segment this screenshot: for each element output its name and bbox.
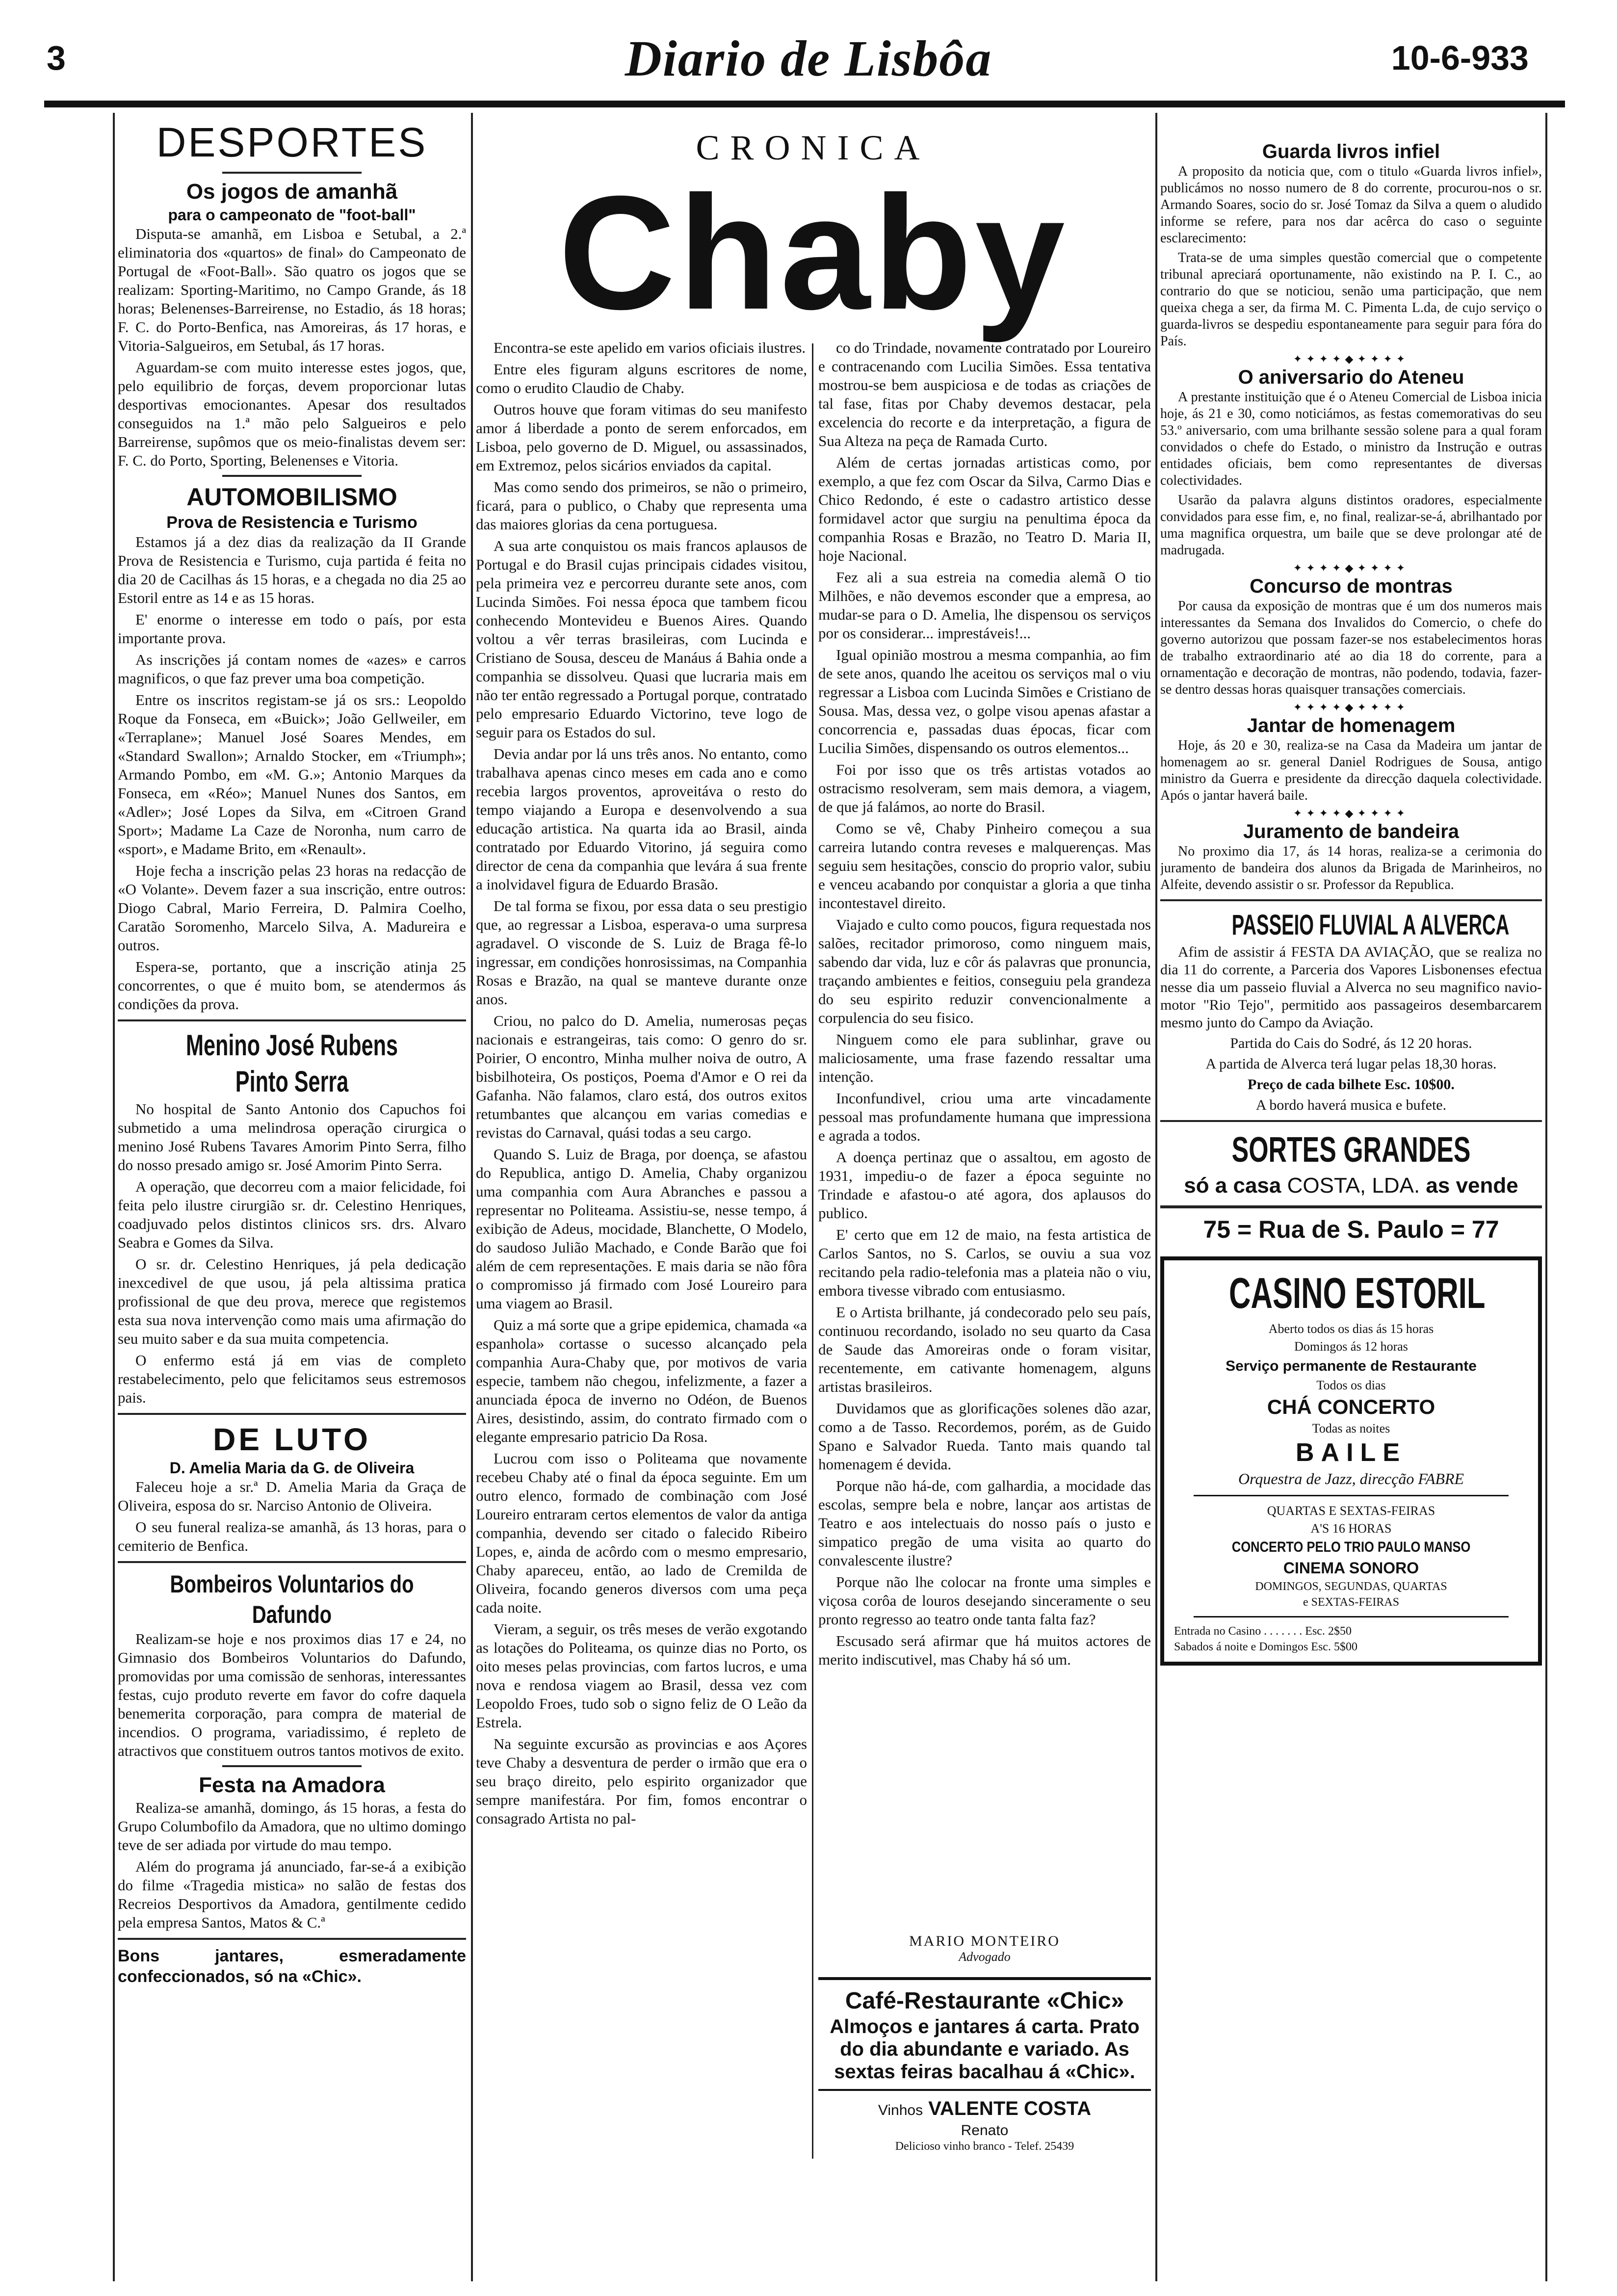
bombeiros-title-wrap — [118, 1569, 466, 1630]
bombeiros-text: Realizam-se hoje e nos proximos dias 17 e 24, no Gimnasio dos Bombeiros Voluntarios do Dafundo, promovidas por uma comissão de senhoras, interessantes festas, cujo produto reverte em favor do cofre daquela benemerita corporação, para compra de material de incendios. O programa, variadissimo, é repleto de atractivos que constituem outros tantos motivos de exito. — [118, 1630, 466, 1759]
divider — [1160, 899, 1542, 901]
menino-text-3: O sr. dr. Celestino Henriques, já pela dedicação inexcedivel de que usou, já pela altissima pratica profissional de que deu prova, merece que registemos esta sua nova intervenção como mais uma afirmação do seu muito saber e da sua muita competencia. — [118, 1255, 466, 1347]
sortes-name: COSTA, LDA. — [1287, 1174, 1420, 1198]
chic-ad-rule — [818, 1977, 1151, 1980]
divider — [118, 1938, 466, 1940]
casino-title: CASINO ESTORIL — [1228, 1269, 1486, 1317]
sortes-suffix: as vende — [1426, 1174, 1518, 1198]
cronica-paragraph: Entre eles figuram alguns escritores de nome, como o erudito Claudio de Chaby. — [476, 361, 807, 396]
jogos-subtitle: para o campeonato de "foot-ball" — [168, 206, 416, 224]
menino-text-1: No hospital de Santo Antonio dos Capuchos foi submetido a uma melindrosa operação cirurgica o menino José Rubens Tavares Amorim Pinto Serra, filho do nosso presado amigo sr. José Amorim Pinto Serra. — [118, 1100, 466, 1174]
ornament-divider: ✦✦✦✦◆✦✦✦✦ — [1293, 807, 1409, 819]
casino-line-11: CONCERTO PELO TRIO PAULO MANSO — [1231, 1539, 1471, 1555]
cronica-paragraph: E o Artista brilhante, já condecorado pelo seu país, continuou recordando, isolado no seu quarto da Casa de Saude das Amoreiras onde o foram visitar, recentemente, em cativante homenagem, alguns artistas brasileiros. — [818, 1304, 1151, 1395]
cronica-paragraph: Porque não lhe colocar na fronte uma simples e viçosa corôa de louros desejando sinceramente o seu pronto regresso ao teatro onde tanta falta faz? — [818, 1573, 1151, 1628]
jantar-text: Hoje, ás 20 e 30, realiza-se na Casa da Madeira um jantar de homenagem ao sr. general Daniel Rodrigues de Sousa, antigo ministro da Guerra e presidente da direcção daquela colectividade. Após o jantar haverá baile. — [1160, 738, 1542, 803]
menino-text-4: O enfermo está já em vias de completo restabelecimento, pelo que felicitamos seus estremosos pais. — [118, 1352, 466, 1406]
luto-text-1: Faleceu hoje a sr.ª D. Amelia Maria da Graça de Oliveira, esposa do sr. Narciso Antonio de Oliveira. — [118, 1478, 466, 1514]
sortes-address: 75 = Rua de S. Paulo = 77 — [1203, 1216, 1499, 1243]
cronica-paragraph: Fez ali a sua estreia na comedia alemã O tio Milhões, e não devemos esconder que a empresa, ao mudar-se para o D. Amelia, lhe dispensou os serviços por os considerar... imprestáveis!... — [818, 569, 1151, 642]
sortes-title: SORTES GRANDES — [1231, 1130, 1471, 1170]
automobilismo-text-4: Entre os inscritos registam-se já os srs.: Leopoldo Roque da Fonseca, em «Buick»; João Gellweiler, em «Terraplane»; Manuel José Soares Mendes, em «Standard Swallon»; Arnaldo Stocker, em «Triumph»; Armando Pombo, em «M. G.»; Antonio Marques da Fonseca, em «Réo»; Manuel Nunes dos Santos, em «Adler»; José Lopes da Silva, em «Citroen Grand Sport»; Madame La Caze de Noronha, num carro de «sport», e Madame Brito, em «Renault». — [118, 691, 466, 858]
casino-line-6: Todas as noites — [1312, 1421, 1390, 1435]
chic-ad-title: Café-Restaurante «Chic» — [845, 1988, 1124, 2014]
cronica-paragraph: co do Trindade, novamente contratado por Loureiro e contracenando com Lucilia Simões. Essa tentativa mostrou-se bem auspiciosa e de todas as criações de tal fase, fitas por Chaby devemos destacar, pela excelencia do recorte e da interpretação, a figura de Sua Alteza na peça de Ramada Curto. — [818, 339, 1151, 449]
casino-line-8: Orquestra de Jazz, direcção FABRE — [1238, 1470, 1464, 1487]
cronica-paragraph: Outros houve que foram vitimas do seu manifesto amor á liberdade a ponto de serem enforcados, em Lisboa, pelo governo de D. Miguel, ou assassinados, em Extremoz, pelos sicários enviados da capital. — [476, 401, 807, 474]
passeio-text-2: Partida do Cais do Sodré, ás 12 20 horas. — [1230, 1035, 1472, 1051]
cronica-paragraph: Como se vê, Chaby Pinheiro começou a sua carreira lutando contra reveses e malquerenças. Mas seguiu sem hesitações, conscio do proprio valor, subiu e venceu acabando por conquistar a gloria a que tinha incontestavel direito. — [818, 820, 1151, 912]
column-rule-right — [1545, 113, 1547, 2281]
passeio-title-wrap — [1160, 907, 1542, 943]
casino-price-1: 2$50 — [1328, 1625, 1352, 1638]
column-rule-cronica — [812, 343, 813, 2159]
passeio-text-3: A partida de Alverca terá lugar pelas 18,30 horas. — [1205, 1056, 1497, 1072]
automobilismo-text-2: E' enorme o interesse em todo o país, por esta importante prova. — [118, 611, 466, 647]
cronica-paragraph: Lucrou com isso o Politeama que novamente recebeu Chaby até o final da época seguinte. Em um outro elenco, formado de combinação com José Loureiro entraram certos elementos de valor da antiga companhia, devendo ser citado o falecido Ribeiro Lopes, e, ainda de acôrdo com o mesmo empresario, Chaby apareceu, então, ao lado de Cremilda de Oliveira, focando generos diversos com uma peça cada noite. — [476, 1450, 807, 1616]
amadora-text-2: Além do programa já anunciado, far-se-á a exibição do filme «Tragedia mistica» no salão de festas dos Recreios Desportivos da Amadora, gentilmente cedido pela empresa Santos, Matos & C.ª — [118, 1858, 466, 1931]
newspaper-title: Diario de Lisbôa — [625, 30, 992, 87]
wine-name: Renato — [961, 2122, 1009, 2139]
automobilismo-text-1: Estamos já a dez dias da realização da II Grande Prova de Resistencia e Turismo, cuja partida é feita no dia 20 de Cacilhas ás 15 horas, e a chegada no dia 25 ao Estoril entre as 14 e as 15 horas. — [118, 533, 466, 606]
casino-line-1: Aberto todos os dias ás 15 horas — [1268, 1322, 1434, 1336]
cronica-paragraph: Foi por isso que os três artistas votados ao ostracismo resolveram, sem mais demora, a viagem, de que já falámos, ao norte do Brasil. — [818, 761, 1151, 815]
passeio-price: Preço de cada bilhete Esc. 10$00. — [1248, 1076, 1455, 1093]
column-rule-1 — [471, 113, 473, 2281]
divider — [222, 172, 362, 174]
desportes-column — [118, 118, 466, 2286]
passeio-text: Afim de assistir á FESTA DA AVIAÇÃO, que se realiza no dia 11 do corrente, a Parceria dos Vapores Lisbonenses efectua nesse dia um passeio fluvial a Alverca no seu magnifico navio-motor "Rio Tejo", permitido aos passageiros desembarcarem mesmo junto do Campo da Aviação. — [1160, 944, 1542, 1031]
chic-small-ad: Bons jantares, esmeradamente confeccionados, só na «Chic». — [118, 1947, 466, 1986]
menino-title-wrap — [118, 1027, 466, 1100]
desportes-title: DESPORTES — [156, 119, 428, 165]
page-number: 3 — [47, 39, 66, 77]
issue-date: 10-6-933 — [1391, 39, 1529, 77]
casino-line-4: Todos os dias — [1316, 1378, 1386, 1392]
wine-line — [818, 2097, 1151, 2122]
cronica-paragraph: Criou, no palco do D. Amelia, numerosas peças nacionais e estrangeiras, tais como: O genro do sr. Poirier, O encontro, Minha mulher noiva de outro, A bisbilhoteira, Os postiços, Poema d'Amor e O rei da Gafanha. Não falamos, claro está, dos outros exitos retumbantes que alcançou em varias comedias e revistas do Carnaval, quási todas a seu cargo. — [476, 1012, 807, 1141]
casino-line-2: Domingos ás 12 horas — [1294, 1339, 1408, 1354]
wine-note: Delicioso vinho branco - Telef. 25439 — [895, 2140, 1074, 2153]
casino-rule-2 — [1194, 1616, 1509, 1618]
luto-subtitle: D. Amelia Maria da G. de Oliveira — [169, 1459, 415, 1477]
amadora-title: Festa na Amadora — [199, 1773, 385, 1797]
cronica-paragraph: Escusado será afirmar que há muitos actores de merito indiscutivel, mas Chaby há só um. — [818, 1632, 1151, 1668]
casino-price-row-1 — [1174, 1623, 1528, 1639]
divider — [118, 1413, 466, 1415]
jogos-text: Disputa-se amanhã, em Lisboa e Setubal, a 2.ª eliminatoria dos «quartos» de final» do Campeonato de Portugal de «Foot-Ball». São quatro os jogos que se realizam: Sporting-Maritimo, no Campo Grande, ás 18 horas; Belenenses-Barreirense, no Estadio, ás 18 horas; F. C. do Porto-Benfica, nas Amoreiras, ás 17 horas, e Vitoria-Salgueiros, em Setubal, ás 17 horas. — [118, 225, 466, 354]
wine-brand: VALENTE COSTA — [928, 2098, 1092, 2119]
cronica-paragraph: Mas como sendo dos primeiros, se não o primeiro, ficará, para o publico, o Chaby que representa uma das maiores glorias da cena portuguesa. — [476, 478, 807, 533]
ornament-divider: ✦✦✦✦◆✦✦✦✦ — [1293, 701, 1409, 713]
divider — [1160, 1120, 1542, 1122]
ateneu-text-1: A prestante instituição que é o Ateneu Comercial de Lisboa inicia hoje, ás 21 e 30, como noticiámos, as festas comemorativas do seu 53.º aniversario, com uma brilhante sessão solene para a qual foram convidados o chefe do Estado, o ministro da Instrução e outras entidades oficiais, bem como representantes de diversas colectividades. — [1160, 390, 1542, 488]
automobilismo-text-5: Hoje fecha a inscrição pelas 23 horas na redacção de «O Volante». Devem fazer a sua inscrição, entre outros: Diogo Cabral, Mario Ferreira, D. Palmira Coelho, Caratão Soromenho, Marcelo Silva, A. Madureira e outros. — [118, 862, 466, 954]
cronica-column-2 — [818, 339, 1151, 1938]
cronica-author: MARIO MONTEIRO — [909, 1933, 1060, 1949]
jogos-title: Os jogos de amanhã — [186, 180, 398, 204]
cronica-kicker: CRONICA — [696, 128, 931, 167]
automobilismo-title: AUTOMOBILISMO — [186, 483, 397, 511]
casino-ad — [1160, 1256, 1542, 1666]
sortes-prefix: só a casa — [1184, 1174, 1281, 1198]
cronica-column-1 — [476, 339, 807, 2281]
chic-ad-rule-2 — [818, 2089, 1151, 2091]
cronica-paragraph: E' certo que em 12 de maio, na festa artistica de Carlos Santos, no S. Carlos, se ouviu a sua voz recitando pela radio-telefonia mas a plateia não o viu, embora tivesse vibrado com entusiasmo. — [818, 1226, 1151, 1299]
cronica-title: Chaby — [558, 162, 1068, 343]
luto-title: DE LUTO — [213, 1422, 371, 1457]
automobilismo-text-6: Espera-se, portanto, que a inscrição atinja 25 concorrentes, o que é muito bom, se atendermos ás condições da prova. — [118, 958, 466, 1013]
divider — [222, 475, 362, 477]
amadora-text-1: Realiza-se amanhã, domingo, ás 15 horas, a festa do Grupo Columbofilo da Amadora, que no ultimo domingo teve de ser adiada por virtude do mau tempo. — [118, 1799, 466, 1853]
menino-text-2: A operação, que decorreu com a maior felicidade, foi feita pelo ilustre cirurgião sr. dr. Celestino Henriques, coadjuvado pelos distintos clinicos srs. drs. Alvaro Seabra e Gomes da Silva. — [118, 1178, 466, 1251]
divider — [118, 1019, 466, 1021]
menino-title: Menino José Rubens Pinto Serra — [185, 1029, 398, 1098]
casino-line-3: Serviço permanente de Restaurante — [1226, 1358, 1477, 1374]
casino-line-13: DOMINGOS, SEGUNDAS, QUARTAS — [1255, 1580, 1447, 1593]
casino-line-10: A'S 16 HORAS — [1310, 1521, 1392, 1536]
guarda-title: Guarda livros infiel — [1262, 141, 1440, 162]
chic-ad — [818, 1977, 1151, 2154]
divider — [222, 1765, 362, 1767]
montras-title: Concurso de montras — [1250, 575, 1453, 597]
casino-price-1-label: Entrada no Casino . . . . . . . Esc. — [1174, 1625, 1325, 1638]
casino-line-12: CINEMA SONORO — [1283, 1559, 1419, 1577]
chic-ad-text: Almoços e jantares á carta. Prato do dia abundante e variado. As sextas feiras bacalhau á «Chic». — [830, 2016, 1140, 2083]
cronica-paragraph: Igual opinião mostrou a mesma companhia, ao fim de sete anos, quando lhe aceitou os serviços mal o viu regressar a Lisboa com Lucinda Simões e Cristiano de Sousa. Mas, dessa vez, o golpe visou apenas afastar a concorrencia e, passadas duas épocas, ficar com Lucilia Simões, dispensando os outros elementos... — [818, 646, 1151, 757]
jantar-title: Jantar de homenagem — [1247, 715, 1456, 736]
divider — [1160, 1205, 1542, 1208]
divider — [118, 1561, 466, 1563]
cronica-signature — [818, 1933, 1151, 1964]
cronica-paragraph: Na seguinte excursão as provincias e aos Açores teve Chaby a desventura de perder o irmão que era o seu braço direito, pelo espirito organizador que sempre manifestára. Por fim, fomos encontrar o consagrado Artista no pal- — [476, 1735, 807, 1827]
cronica-paragraph: Quando S. Luiz de Braga, por doença, se afastou do Republica, antigo D. Amelia, Chaby organizou uma companhia com Aura Abranches e passou a representar no Politeama. Assistiu-se, nesse tempo, á exibição de Adeus, mocidade, Blanchette, O Modelo, do saudoso Julião Machado, e Conde Barão que foi além de cem representações. E mais daria se não fôra o compromisso já firmado com José Loureiro para uma viagem ao Brasil. — [476, 1146, 807, 1312]
casino-price-row-2 — [1174, 1639, 1528, 1655]
casino-rule — [1194, 1495, 1509, 1496]
passeio-text-4: A bordo haverá musica e bufete. — [1255, 1097, 1447, 1113]
casino-price-2: 5$00 — [1333, 1641, 1357, 1653]
cronica-paragraph: Quiz a má sorte que a gripe epidemica, chamada «a espanhola» cortasse o sucesso alcançado pela companhia Aura-Chaby que, por motivos de varia especie, tambem não chegou, infelizmente, a fazer a anunciada época de inverno no Odéon, de Buenos Aires, desistindo, assim, do contrato firmado com o elegante empresario patricio Da Rosa. — [476, 1316, 807, 1445]
cronica-paragraph: Porque não há-de, com galhardia, a mocidade das escolas, sempre bela e nobre, lançar aos artistas de Teatro e aos intelectuais do nosso país o justo e simpatico pregão de uma visita ao quarto do convalescente ilustre? — [818, 1477, 1151, 1569]
luto-text-2: O seu funeral realiza-se amanhã, ás 13 horas, para o cemiterio de Benfica. — [118, 1518, 466, 1554]
automobilismo-subtitle: Prova de Resistencia e Turismo — [166, 513, 417, 532]
cronica-paragraph: Viajado e culto como poucos, figura requestada nos salões, recitador primoroso, como ninguem mais, sabendo dar vida, luz e côr ás palavras que pronuncia, traçando ambientes e feitios, conseguiu pela grandeza do seu espirito reduzir convencionalmente a corpulencia do seu fisico. — [818, 916, 1151, 1026]
column-rule-2 — [1155, 113, 1157, 2281]
cronica-paragraph: Inconfundivel, criou uma arte vincadamente pessoal mas profundamente humana que impressiona e agrada a todos. — [818, 1090, 1151, 1144]
cronica-paragraph: A sua arte conquistou os mais francos aplausos de Portugal e do Brasil cujas principais cidades visitou, pela primeira vez e percorreu durante sete anos, com Lucinda Simões. Foi nessa época que tambem ficou conhecendo Montevideu e Buenos Aires. Quando voltou a vêr terras brasileiras, com Lucinda e Cristiano de Sousa, desceu de Manáus á Bahia onde a companhia se dissolveu. Quasi que lucraria mais em não ter então regressado a Portugal porque, contratado pelo empresario Eduardo Victorino, teve logo de seguir para os Estados do sul. — [476, 537, 807, 741]
casino-line-9: QUARTAS E SEXTAS-FEIRAS — [1267, 1504, 1435, 1518]
bombeiros-title: Bombeiros Voluntarios do Dafundo — [170, 1570, 414, 1628]
sortes-line — [1160, 1172, 1542, 1200]
casino-line-11-wrap — [1174, 1538, 1528, 1557]
juramento-title: Juramento de bandeira — [1243, 821, 1460, 842]
guarda-text-1: A proposito da noticia que, com o titulo «Guarda livros infiel», publicámos no nosso numero de 8 do corrente, procurou-nos o sr. Armando Soares, socio do sr. José Tomaz da Silva a quem o aludido informe se refere, para nos dar acêrca do caso o seguinte esclarecimento: — [1160, 164, 1542, 246]
cronica-paragraph: Encontra-se este apelido em varios oficiais ilustres. — [494, 339, 806, 356]
casino-price-2-label: Sabados á noite e Domingos Esc. — [1174, 1641, 1331, 1653]
cronica-paragraph: Além de certas jornadas artisticas como, por exemplo, a que fez com Oscar da Silva, Carmo Dias e Chico Redondo, é este o cadastro artistico desse formidavel actor que surgiu na penultima época da companhia Rosas e Brazão, no Teatro D. Maria II, hoje Nacional. — [818, 454, 1151, 564]
guarda-text-2: Trata-se de uma simples questão comercial que o competente tribunal apreciará oportunamente, não existindo na P. I. C., ao contrario do que se noticiou, senão uma participação, que nem queixa chega a ser, da firma M. C. Pimenta L.da, de cujo serviço o guarda-livros se despediu espontaneamente para seguir para fóra do País. — [1160, 250, 1542, 349]
casino-line-14: e SEXTAS-FEIRAS — [1303, 1596, 1400, 1609]
montras-text: Por causa da exposição de montras que é um dos numeros mais interessantes da Semana dos Invalidos do Comercio, o chefe do governo autorizou que possam fazer-se nos estabelecimentos horas de trabalho extraordinario até ao dia 18 do corrente, para a ornamentação e decoração de montras, não podendo, todavia, fazer-se dentro dessas horas quaisquer transações comerciais. — [1160, 599, 1542, 697]
ateneu-text-2: Usarão da palavra alguns distintos oradores, especialmente convidados para esse fim, e, no final, realizar-se-á, abrilhantado por uma magnifica orquestra, um baile que se deve prolongar até de madrugada. — [1160, 493, 1542, 558]
cronica-paragraph: A doença pertinaz que o assaltou, em agosto de 1931, impediu-o de fazer a época seguinte no Trindade e afastou-o até agora, dos aplausos do publico. — [818, 1148, 1151, 1222]
column-rule-left — [113, 113, 115, 2281]
cronica-paragraph: Vieram, a seguir, os três meses de verão exgotando as lotações do Politeama, os quinze dias no Porto, os oito meses pelas provincias, com fartos lucros, e uma nova e rendosa viagem ao Brasil, dessa vez com Leopoldo Froes, tudo sob o signo feliz de O Leão da Estrela. — [476, 1620, 807, 1731]
casino-line-7: BAILE — [1296, 1438, 1407, 1467]
ornament-divider: ✦✦✦✦◆✦✦✦✦ — [1293, 353, 1409, 365]
automobilismo-text-3: As inscrições já contam nomes de «azes» e carros magnificos, o que faz prever uma boa competição. — [118, 651, 466, 687]
cronica-paragraph: De tal forma se fixou, por essa data o seu prestigio que, ao regressar a Lisboa, esperava-o uma surpresa agradavel. O visconde de S. Luiz de Braga fê-lo ingressar, em condições honrosissimas, na Companhia Rosas e Brazão, na qual se manteve durante onze anos. — [476, 897, 807, 1008]
casino-line-5: CHÁ CONCERTO — [1267, 1395, 1435, 1418]
right-column — [1160, 140, 1542, 2289]
cronica-author-title: Advogado — [959, 1950, 1011, 1964]
cronica-paragraph: Duvidamos que as glorificações solenes dão azar, como a de Tasso. Recordemos, porém, as de Guido Spano e Salvador Rueda. Tanto mais quando tal homenagem é devida. — [818, 1400, 1151, 1473]
juramento-text: No proximo dia 17, ás 14 horas, realiza-se a cerimonia do juramento de bandeira dos alunos da Brigada de Marinheiros, no Alfeite, devendo assistir o sr. Professor da Republica. — [1160, 844, 1542, 892]
jogos-text-2: Aguardam-se com muito interesse estes jogos, que, pelo equilibrio de forças, devem proporcionar lutas desportivas emocionantes. Apesar dos resultados conseguidos na 1.ª mão pelo Salgueiros e pelo Barreirense, supômos que os meio-finalistas devem ser: F. C. do Porto, Sporting, Belenenses e Vitoria. — [118, 359, 466, 469]
wine-prefix: Vinhos — [878, 2102, 923, 2118]
masthead-rule — [44, 101, 1565, 107]
ateneu-title: O aniversario do Ateneu — [1238, 366, 1464, 388]
casino-title-wrap — [1174, 1267, 1528, 1320]
passeio-title: PASSEIO FLUVIAL A ALVERCA — [1231, 909, 1510, 941]
cronica-paragraph: Devia andar por lá uns três anos. No entanto, como trabalhava apenas cinco meses em cada ano e como recebia largos proventos, aproveitáva o resto do tempo viajando a Europa e desenvolvendo a sua educação artistica. Na quarta ida ao Brasil, ainda contratado por Eduardo Vitorino, já seguira como director de cena da companhia que levára á sua frente a inolvidavel figura de Eduardo Brasão. — [476, 745, 807, 893]
sortes-title-wrap — [1160, 1128, 1542, 1172]
cronica-paragraph: Ninguem como ele para sublinhar, grave ou maliciosamente, uma frase fazendo ressaltar uma intenção. — [818, 1031, 1151, 1085]
ornament-divider: ✦✦✦✦◆✦✦✦✦ — [1293, 562, 1409, 574]
